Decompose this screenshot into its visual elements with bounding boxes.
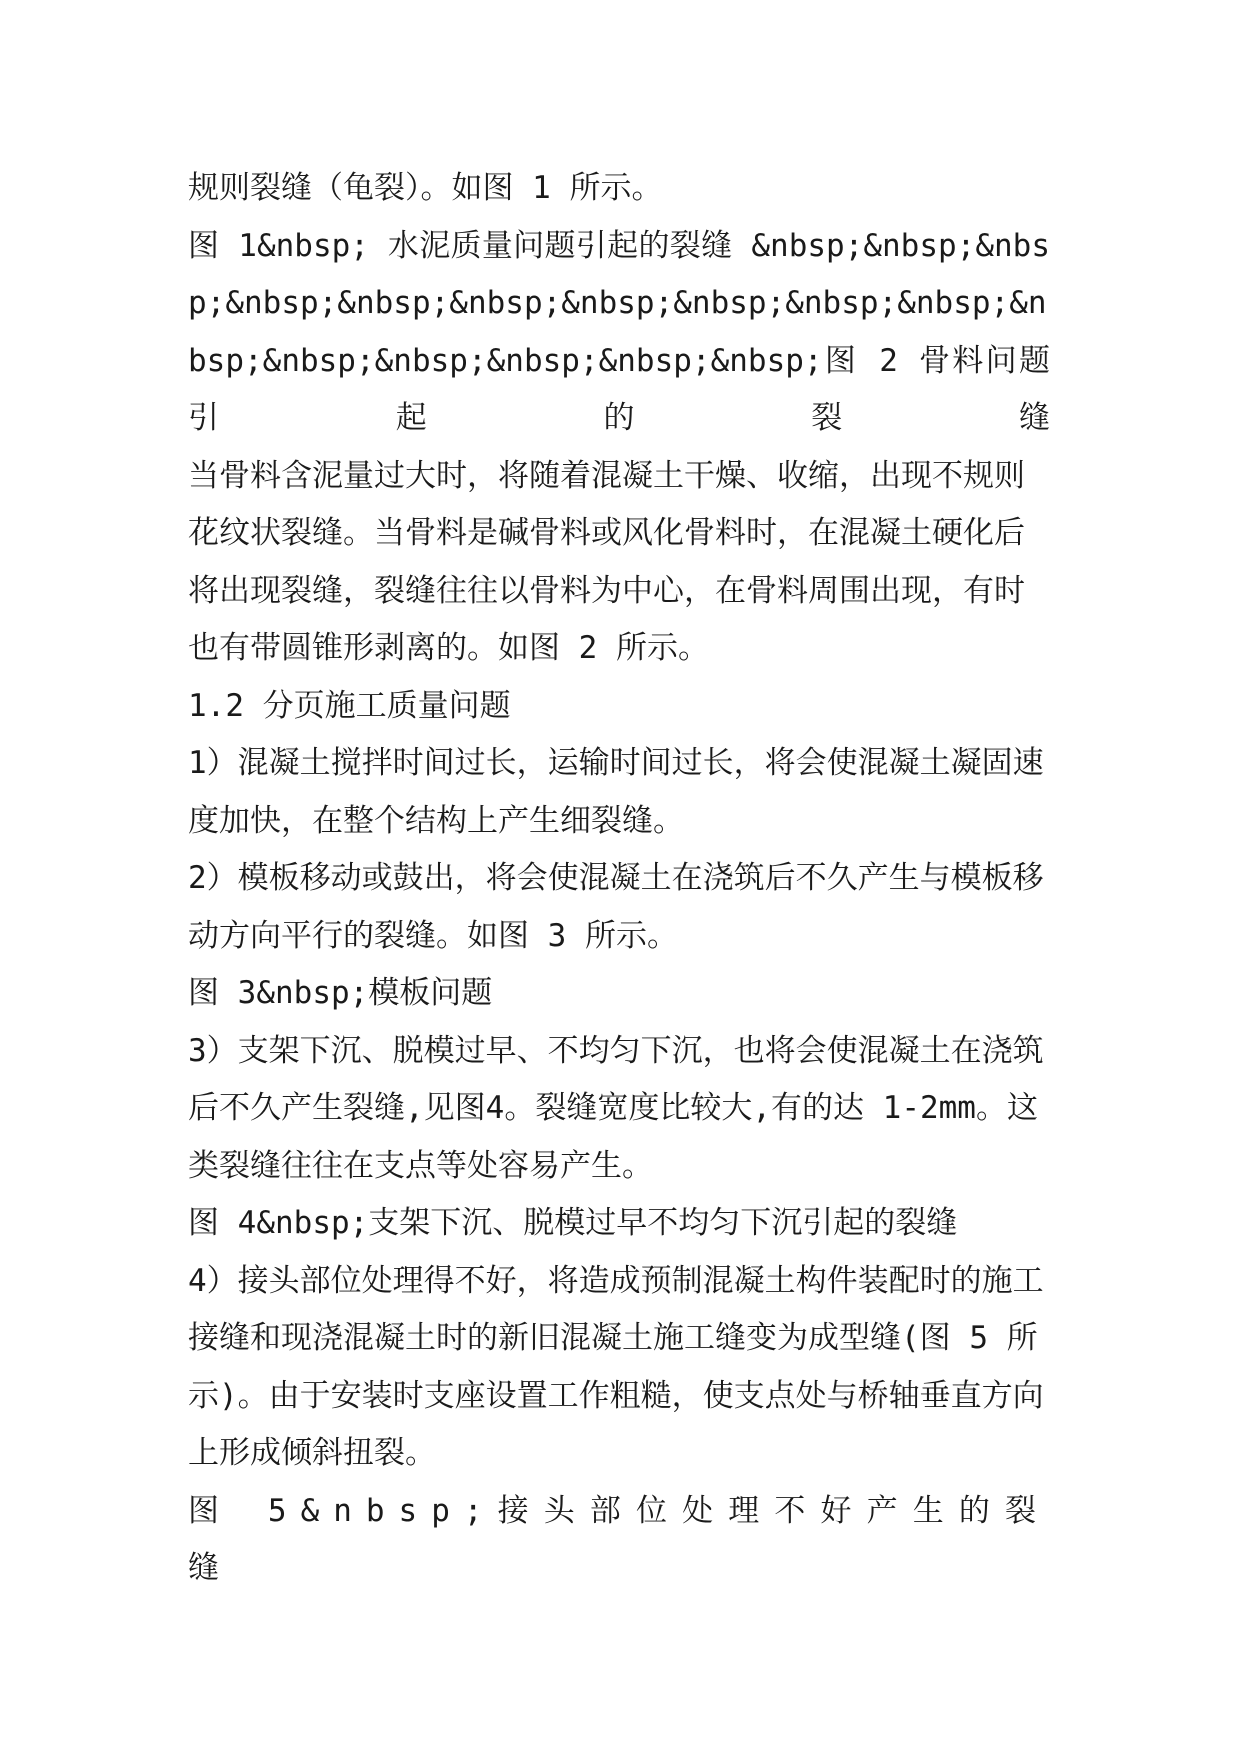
figure-caption-3: 图 3&nbsp;模板问题 [188,975,493,1011]
paragraph-continuation: 规则裂缝（龟裂）。如图 1 所示。 [188,170,663,206]
figure-caption-5: 图 5&nbsp;接头部位处理不好产生的裂缝 [188,1492,1050,1586]
section-heading: 1.2 分页施工质量问题 [188,687,511,724]
list-item-1: 1）混凝土搅拌时间过长，运输时间过长，将会使混凝土凝固速度加快，在整个结构上产生细裂缝。 [188,745,1044,839]
document-body [188,160,1050,1598]
figure-caption-4: 图 4&nbsp;支架下沉、脱模过早不均匀下沉引起的裂缝 [188,1205,958,1241]
list-item-3: 3）支架下沉、脱模过早、不均匀下沉，也将会使混凝土在浇筑后不久产生裂缝,见图4。裂缝宽度比较大,有的达 1-2mm。这类裂缝往往在支点等处容易产生。 [188,1032,1044,1184]
paragraph-aggregate-cracks: 当骨料含泥量过大时，将随着混凝土干燥、收缩，出现不规则花纹状裂缝。当骨料是碱骨料或风化骨料时，在混凝土硬化后将出现裂缝，裂缝往往以骨料为中心，在骨料周围出现，有时也有带圆锥形剥离的。如图 2 所示。 [188,457,1025,666]
list-item-4: 4）接头部位处理得不好，将造成预制混凝土构件装配时的施工接缝和现浇混凝土时的新旧混凝土施工缝变为成型缝(图 5 所示)。由于安装时支座设置工作粗糙，使支点处与桥轴垂直方向上形成倾斜扭裂。 [188,1262,1044,1471]
list-item-2: 2）模板移动或鼓出，将会使混凝土在浇筑后不久产生与模板移动方向平行的裂缝。如图 3 所示。 [188,860,1044,954]
figure-caption-1-2: 图 1&nbsp; 水泥质量问题引起的裂缝 &nbsp;&nbsp;&nbsp;&nbsp;&nbsp;&nbsp;&nbsp;&nbsp;&nbsp;&nbsp;&nbsp;&nbsp;&nbsp;&nbsp;&nbsp;&nbsp;图 2 骨料问题引起的裂缝 [188,227,1050,436]
